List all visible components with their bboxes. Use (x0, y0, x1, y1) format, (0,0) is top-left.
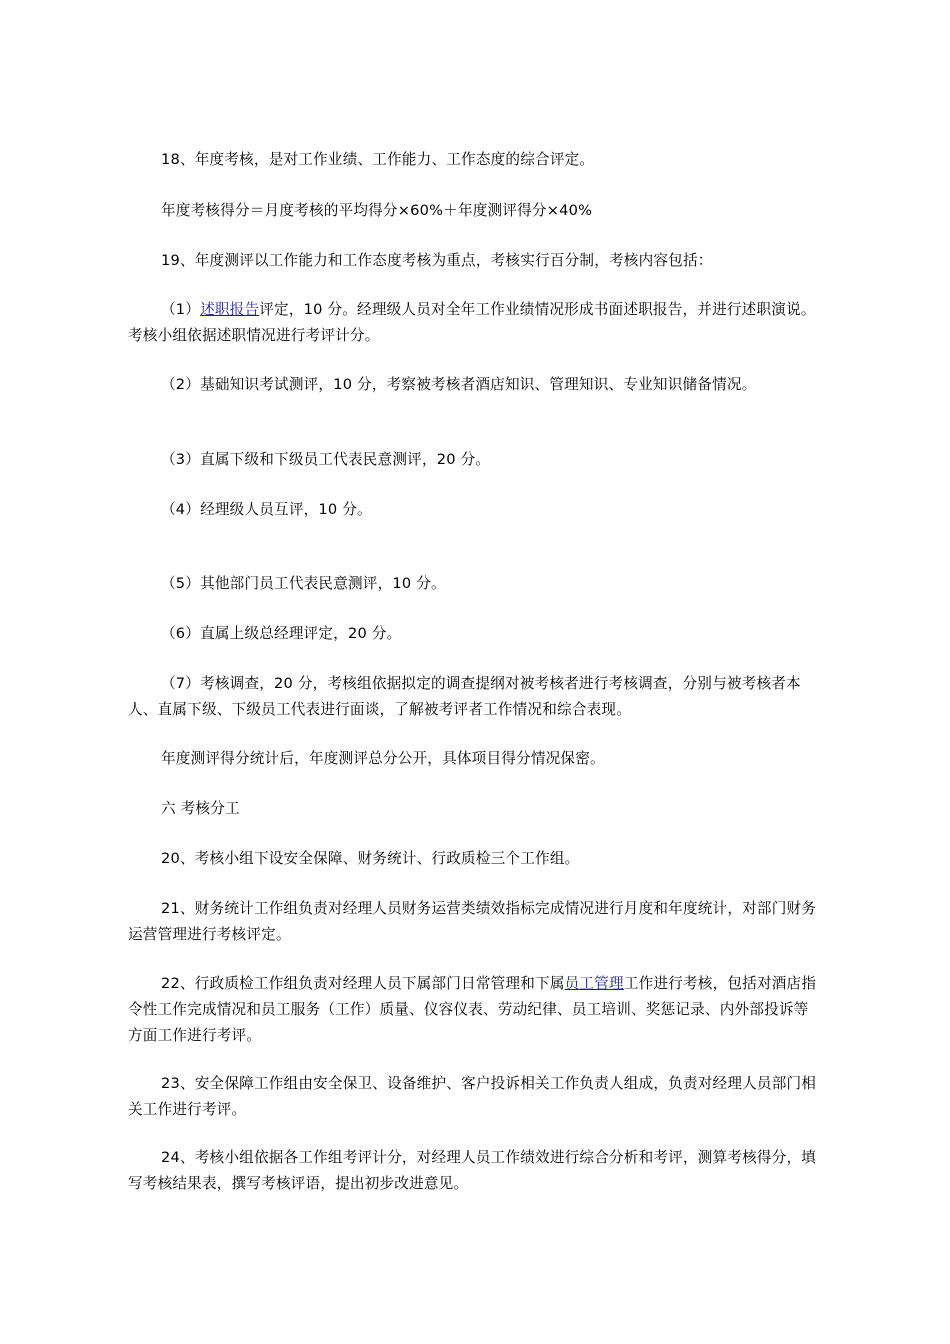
paragraph-18: 18、年度考核，是对工作业绩、工作能力、工作态度的综合评定。 (161, 151, 595, 168)
paragraph-20: 20、考核小组下设安全保障、财务统计、行政质检三个工作组。 (161, 850, 580, 867)
paragraph-19: 19、年度测评以工作能力和工作态度考核为重点，考核实行百分制，考核内容包括： (161, 252, 713, 269)
paragraph-22 (128, 971, 818, 1049)
item-1-prefix: （1） (161, 301, 201, 318)
paragraph-22-text: 工作进行考核，包括对酒店指令性工作完成情况和员工服务（工作）质量、仪容仪表、劳动纪律、员工培训、奖惩记录、内外部投诉等方面工作进行考评。 (128, 975, 817, 1044)
confidential-note: 年度测评得分统计后，年度测评总分公开，具体项目得分情况保密。 (161, 750, 605, 767)
paragraph-23: 23、安全保障工作组由安全保卫、设备维护、客户投诉相关工作负责人组成，负责对经理人员部门相关工作进行考评。 (128, 1075, 817, 1118)
item-7: （7）考核调查，20 分，考核组依据拟定的调查提纲对被考核者进行考核调查，分别与被考核者本人、直属下级、下级员工代表进行面谈，了解被考评者工作情况和综合表现。 (128, 675, 801, 718)
item-2: （2）基础知识考试测评，10 分，考察被考核者酒店知识、管理知识、专业知识储备情况。 (161, 376, 757, 393)
formula-paragraph: 年度考核得分＝月度考核的平均得分×60%＋年度测评得分×40% (161, 202, 593, 219)
item-6: （6）直属上级总经理评定，20 分。 (161, 625, 402, 642)
paragraph-24: 24、考核小组依据各工作组考评计分，对经理人员工作绩效进行综合分析和考评，测算考核得分，填写考核结果表，撰写考核评语，提出初步改进意见。 (128, 1149, 817, 1192)
section-heading-6: 六 考核分工 (161, 800, 240, 817)
paragraph-21: 21、财务统计工作组负责对经理人员财务运营类绩效指标完成情况进行月度和年度统计，对部门财务运营管理进行考核评定。 (128, 900, 817, 943)
paragraph-22-prefix: 22、行政质检工作组负责对经理人员下属部门日常管理和下属 (161, 975, 565, 992)
item-1 (128, 297, 818, 349)
item-1-text: 评定，10 分。经理级人员对全年工作业绩情况形成书面述职报告，并进行述职演说。考核小组依据述职情况进行考评计分。 (128, 301, 816, 344)
staff-management-link[interactable]: 员工管理 (564, 975, 624, 992)
item-5: （5）其他部门员工代表民意测评，10 分。 (161, 575, 446, 592)
item-4: （4）经理级人员互评，10 分。 (161, 501, 372, 518)
item-3: （3）直属下级和下级员工代表民意测评，20 分。 (161, 451, 491, 468)
report-link[interactable]: 述职报告 (200, 301, 260, 318)
